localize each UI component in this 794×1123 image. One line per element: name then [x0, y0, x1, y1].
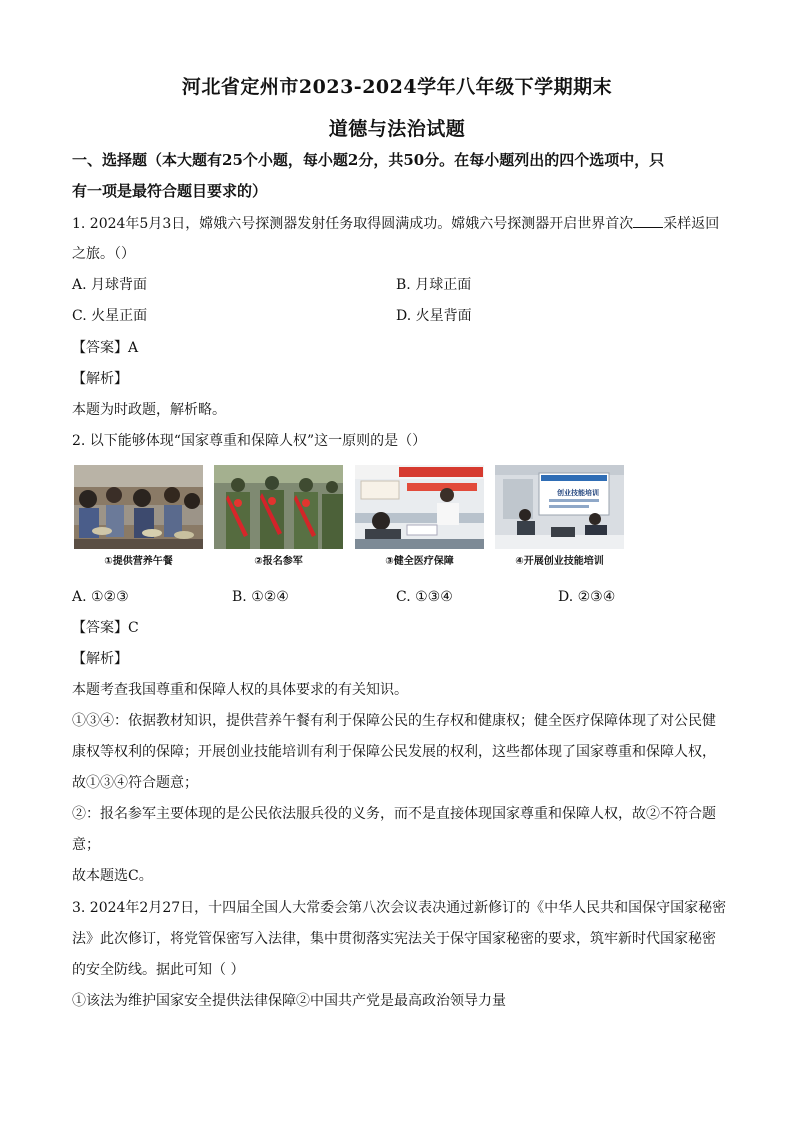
medical-insurance-photo — [355, 465, 484, 549]
q1-option-c: C. 火星正面 — [72, 308, 148, 324]
q2-analysis-label: 【解析】 — [72, 651, 128, 667]
q2-option-c: C. ①③④ — [396, 589, 453, 605]
section-heading-line-2: 有一项是最符合题目要求的） — [72, 182, 268, 200]
q1-stem-text: 1. 2024年5月3日，嫦娥六号探测器发射任务取得圆满成功。嫦娥六号探测器开启世界首次 — [72, 216, 634, 232]
q1-stem-text-cont: 采样返回 — [663, 216, 720, 232]
military-enlistment-photo — [214, 465, 343, 549]
training-sign-text: 创业技能培训 — [557, 489, 599, 497]
photo-caption-2: ②报名参军 — [254, 556, 303, 567]
q2-stem: 2. 以下能够体现“国家尊重和保障人权”这一原则的是（） — [72, 433, 427, 449]
q1-stem-line-2: 之旅。（） — [72, 246, 135, 262]
q1-stem-line-1 — [72, 213, 724, 234]
q1-option-b: B. 月球正面 — [396, 277, 472, 293]
q2-analysis-line-2: ①③④：依据教材知识，提供营养午餐有利于保障公民的生存权和健康权；健全医疗保障体现了对公民健 — [72, 713, 716, 729]
q2-option-a: A. ①②③ — [72, 589, 129, 605]
photo-caption-3: ③健全医疗保障 — [385, 556, 454, 567]
q3-stem-line-4: ①该法为维护国家安全提供法律保障②中国共产党是最高政治领导力量 — [72, 993, 506, 1009]
q3-stem-line-3: 的安全防线。据此可知（ ） — [72, 962, 245, 978]
q1-blank — [633, 213, 663, 228]
q1-option-d: D. 火星背面 — [396, 308, 472, 324]
photo-caption-4: ④开展创业技能培训 — [515, 556, 604, 567]
q2-analysis-line-1: 本题考查我国尊重和保障人权的具体要求的有关知识。 — [72, 682, 408, 698]
q3-stem-line-2: 法》此次修订，将党管保密写入法律，集中贯彻落实宪法关于保守国家秘密的要求，筑牢新时代国家秘密 — [72, 931, 716, 947]
document-title: 河北省定州市2023-2024学年八年级下学期期末 — [181, 76, 613, 98]
q1-analysis-label: 【解析】 — [72, 371, 128, 387]
document-subtitle: 道德与法治试题 — [328, 118, 466, 140]
q2-answer: 【答案】C — [72, 620, 139, 636]
q3-stem-line-1: 3. 2024年2月27日，十四届全国人大常委会第八次会议表决通过新修订的《中华人民共和国保守国家秘密 — [72, 900, 727, 916]
photo-caption-1: ①提供营养午餐 — [104, 556, 173, 567]
q2-analysis-line-3: 康权等权利的保障；开展创业技能培训有利于保障公民发展的权利，这些都体现了国家尊重和保障人权， — [72, 744, 716, 760]
q2-analysis-line-4: 故①③④符合题意； — [72, 775, 198, 791]
school-lunch-photo — [74, 465, 203, 549]
q2-analysis-line-7: 故本题选C。 — [72, 868, 153, 884]
q1-answer: 【答案】A — [72, 340, 139, 356]
q2-option-b: B. ①②④ — [232, 589, 289, 605]
skills-training-photo — [495, 465, 624, 549]
q2-analysis-line-5: ②：报名参军主要体现的是公民依法服兵役的义务，而不是直接体现国家尊重和保障人权，故②不符合题 — [72, 806, 716, 822]
q1-option-a: A. 月球背面 — [72, 277, 148, 293]
q1-analysis-text: 本题为时政题，解析略。 — [72, 402, 226, 418]
q2-option-d: D. ②③④ — [558, 589, 616, 605]
section-heading-line-1: 一、选择题（本大题有25个小题，每小题2分，共50分。在每小题列出的四个选项中，只 — [72, 151, 665, 169]
q2-analysis-line-6: 意； — [72, 837, 100, 853]
